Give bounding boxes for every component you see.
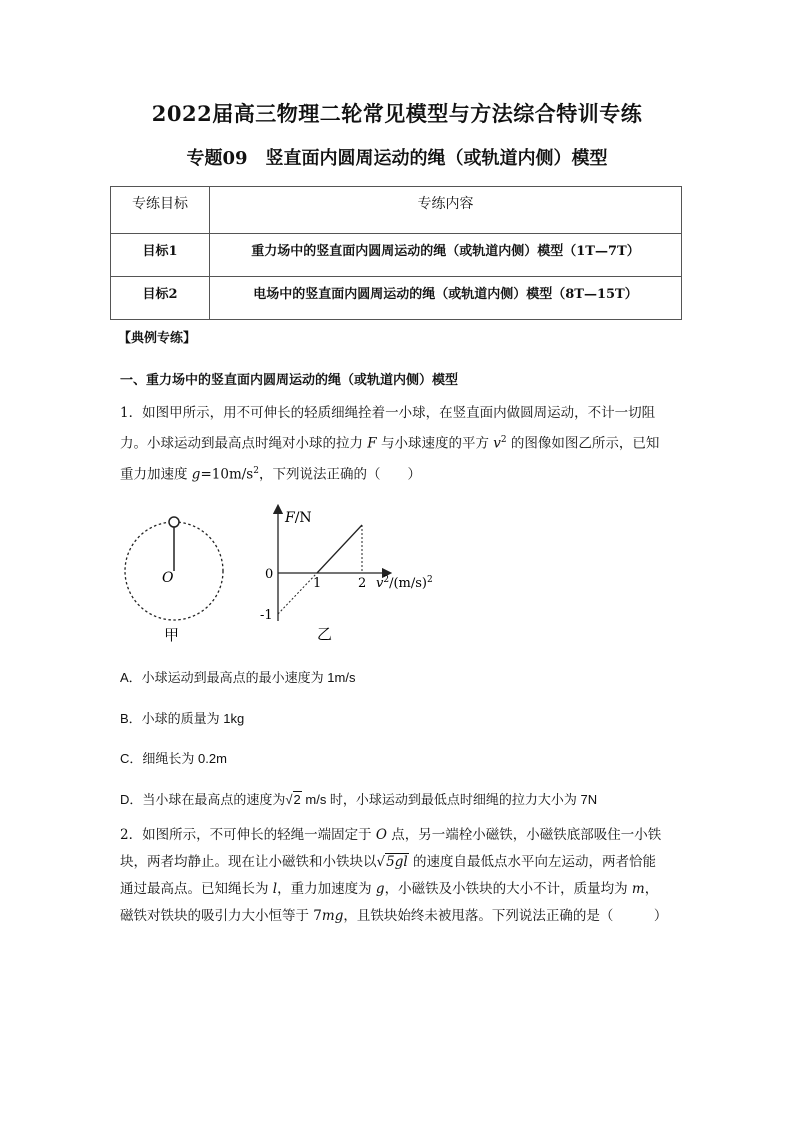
option-b: B．小球的质量为 1kg [120,711,245,726]
figure-yi-caption: 乙 [317,625,333,643]
sqrt-symbol: √5gl [376,854,408,870]
goal-content: 电场中的竖直面内圆周运动的绳（或轨道内侧）模型（8T—15T） [210,277,682,320]
sqrt-symbol: √2 [285,792,301,807]
q2-line-1: 2．如图所示，不可伸长的轻绳一端固定于 O 点，另一端栓小磁铁，小磁铁底部吸住一小铁 [120,827,662,843]
section-heading: 一、重力场中的竖直面内圆周运动的绳（或轨道内侧）模型 [120,373,459,388]
goals-table-header-content: 专练内容 [210,187,682,234]
ball [169,517,179,527]
figure-jia [118,505,238,645]
q1-line-1: 1．如图甲所示，用不可伸长的轻质细绳拴着一小球，在竖直面内做圆周运动，不计一切阻 [120,405,656,421]
option-c: C．细绳长为 0.2m [120,751,227,766]
option-d: D．当小球在最高点的速度为√2 m/s 时，小球运动到最低点时细绳的拉力大小为 7N [120,792,598,807]
center-label: O [162,570,174,586]
goals-table-header-goal: 专练目标 [111,187,210,234]
x-tick-2: 2 [358,576,367,591]
goals-table-header-row [111,187,682,234]
graph-extension [278,573,317,614]
q1-line-2: 力。小球运动到最高点时绳对小球的拉力 F 与小球速度的平方 $v^2$ 的图像如图乙所示，已知 [120,435,660,452]
y-axis-label: F/N [285,510,312,526]
x-axis-label: $v^2/(m/s)^2$ [376,575,433,591]
goals-table [110,186,682,320]
question-2-text [120,822,680,930]
goal-label: 目标2 [111,277,210,320]
document-title: 2022届高三物理二轮常见模型与方法综合特训专练 [151,101,643,126]
figure-jia-caption: 甲 [164,626,180,644]
q2-line-4: 磁铁对铁块的吸引力大小恒等于 7mg，且铁块始终未被甩落。下列说法正确的是（ ） [120,908,668,924]
goal-label: 目标1 [111,234,210,277]
goal-content: 重力场中的竖直面内圆周运动的绳（或轨道内侧）模型（1T—7T） [210,234,682,277]
figure-yi [255,503,455,645]
question-1-text [120,400,680,488]
goals-table-row [111,277,682,320]
section-label: 【典例专练】 [118,331,197,346]
goals-table-row [111,234,682,277]
x-tick-1: 1 [313,576,322,591]
q2-line-2: 块，两者均静止。现在让小磁铁和小铁块以√5gl 的速度自最低点水平向左运动，两者恰能 [120,849,680,876]
graph-line [317,525,362,573]
y-tick: -1 [260,608,273,623]
origin-label: 0 [265,567,274,582]
q2-line-3: 通过最高点。已知绳长为 l，重力加速度为 g，小磁铁及小铁块的大小不计，质量均为 m， [120,881,659,897]
option-a: A．小球运动到最高点的最小速度为 1m/s [120,670,356,685]
document-subtitle: 专题09 竖直面内圆周运动的绳（或轨道内侧）模型 [186,148,608,169]
q1-line-3: 重力加速度 $g=10m/s^2$，下列说法正确的（ ） [120,465,421,482]
